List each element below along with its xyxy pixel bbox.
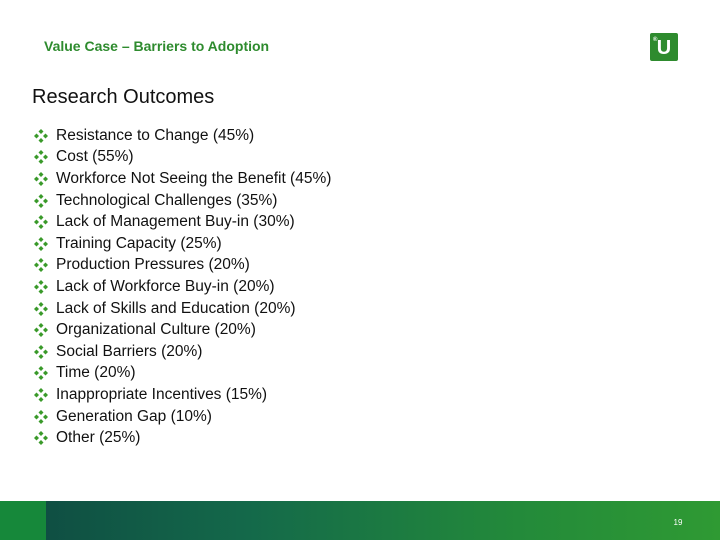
list-item-label: Training Capacity (25%): [56, 234, 222, 252]
footer-accent-block: [0, 501, 46, 540]
list-item: [34, 406, 331, 428]
page-number: 19: [673, 518, 683, 527]
list-item: [34, 276, 331, 298]
diamond-bullet-icon: [34, 410, 48, 424]
list-item-label: Workforce Not Seeing the Benefit (45%): [56, 169, 332, 187]
list-item-label: Technological Challenges (35%): [56, 191, 278, 209]
diamond-bullet-icon: [34, 323, 48, 337]
outcome-list: [34, 125, 331, 449]
list-item-label: Lack of Management Buy-in (30%): [56, 213, 295, 231]
list-item-label: Time (20%): [56, 364, 136, 382]
list-item-label: Production Pressures (20%): [56, 256, 250, 274]
list-item: [34, 255, 331, 277]
registered-mark: ®: [653, 37, 658, 43]
list-item: [34, 190, 331, 212]
list-item: [34, 298, 331, 320]
diamond-bullet-icon: [34, 345, 48, 359]
diamond-bullet-icon: [34, 366, 48, 380]
list-item: [34, 341, 331, 363]
list-item-label: Lack of Workforce Buy-in (20%): [56, 277, 275, 295]
diamond-bullet-icon: [34, 280, 48, 294]
list-item: [34, 384, 331, 406]
list-item-label: Inappropriate Incentives (15%): [56, 385, 268, 403]
diamond-bullet-icon: [34, 215, 48, 229]
diamond-bullet-icon: [34, 150, 48, 164]
diamond-bullet-icon: [34, 194, 48, 208]
diamond-bullet-icon: [34, 258, 48, 272]
page-title: Research Outcomes: [32, 86, 215, 108]
diamond-bullet-icon: [34, 388, 48, 402]
diamond-bullet-icon: [34, 129, 48, 143]
list-item: [34, 125, 331, 147]
brand-logo: [650, 33, 678, 61]
list-item-label: Resistance to Change (45%): [56, 126, 255, 144]
section-title: Value Case – Barriers to Adoption: [44, 38, 270, 54]
diamond-bullet-icon: [34, 172, 48, 186]
list-item: [34, 363, 331, 385]
footer-gradient-band: [46, 501, 720, 540]
list-item-label: Organizational Culture (20%): [56, 321, 256, 339]
list-item-label: Other (25%): [56, 429, 141, 447]
list-item-label: Lack of Skills and Education (20%): [56, 299, 296, 317]
footer-bar: [0, 501, 720, 540]
list-item: [34, 168, 331, 190]
list-item: [34, 427, 331, 449]
list-item: [34, 233, 331, 255]
list-item-label: Cost (55%): [56, 148, 134, 166]
list-item-label: Generation Gap (10%): [56, 407, 212, 425]
logo-letter: U: [656, 37, 672, 59]
list-item-label: Social Barriers (20%): [56, 342, 203, 360]
list-item: [34, 319, 331, 341]
diamond-bullet-icon: [34, 237, 48, 251]
diamond-bullet-icon: [34, 431, 48, 445]
list-item: [34, 211, 331, 233]
list-item: [34, 147, 331, 169]
diamond-bullet-icon: [34, 302, 48, 316]
